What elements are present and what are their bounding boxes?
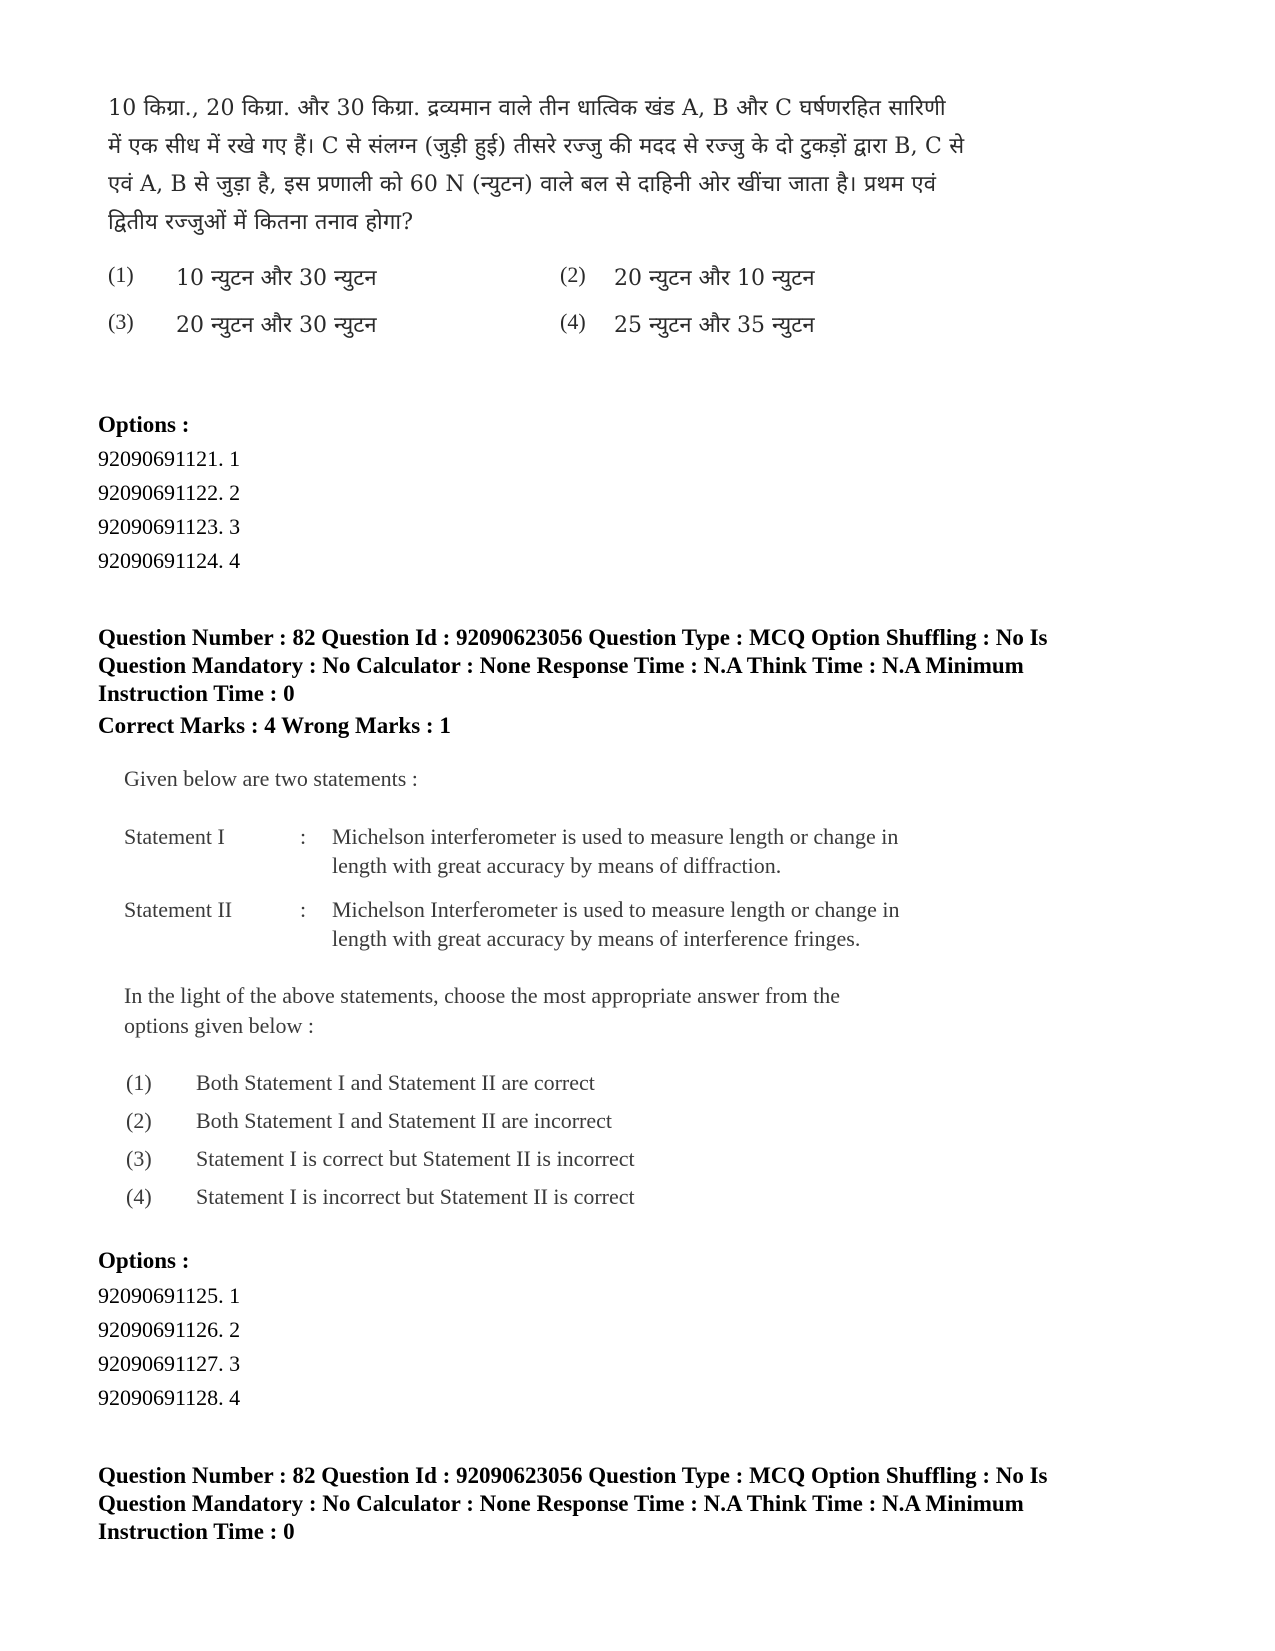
- choice-text: Both Statement I and Statement II are correct: [196, 1070, 595, 1095]
- choice-text: Statement I is incorrect but Statement II is correct: [196, 1184, 635, 1209]
- options-heading: Options :: [98, 1248, 190, 1273]
- options-heading: Options :: [98, 412, 190, 437]
- choice-number: (4): [126, 1184, 152, 1209]
- meta-line: Instruction Time : 0: [98, 1519, 295, 1544]
- meta-line: Question Mandatory : No Calculator : None Response Time : N.A Think Time : N.A Minimum: [98, 1491, 1024, 1516]
- choice-text: Both Statement I and Statement II are incorrect: [196, 1108, 613, 1133]
- question-intro: Given below are two statements :: [124, 766, 418, 791]
- choice-text: 20 न्युटन और 30 न्युटन: [176, 313, 377, 338]
- choice-number: (1): [126, 1070, 152, 1095]
- option-item: 92090691127. 3: [98, 1351, 241, 1376]
- question-prompt: options given below :: [124, 1013, 315, 1038]
- choice-text: Statement I is correct but Statement II is incorrect: [196, 1146, 635, 1171]
- choice-number: (3): [126, 1146, 152, 1171]
- statement-colon: :: [300, 897, 307, 922]
- option-item: 92090691123. 3: [98, 514, 241, 539]
- option-item: 92090691124. 4: [98, 548, 241, 573]
- choice-number: (2): [560, 262, 586, 287]
- meta-line: Question Mandatory : No Calculator : None Response Time : N.A Think Time : N.A Minimum: [98, 653, 1024, 678]
- choice-number: (1): [108, 262, 134, 287]
- option-item: 92090691125. 1: [98, 1283, 241, 1308]
- question-meta: [98, 624, 1048, 708]
- stem-line: 10 किग्रा., 20 किग्रा. और 30 किग्रा. द्रव्यमान वाले तीन धात्विक खंड A, B और C घर्षणरहित सारिणी: [108, 96, 946, 121]
- option-item: 92090691121. 1: [98, 446, 241, 471]
- choice-text: 20 न्युटन और 10 न्युटन: [614, 266, 815, 291]
- statement-label: Statement I: [124, 824, 225, 849]
- choice-text: 25 न्युटन और 35 न्युटन: [614, 313, 815, 338]
- choice-text: 10 न्युटन और 30 न्युटन: [176, 266, 377, 291]
- option-item: 92090691128. 4: [98, 1385, 241, 1410]
- meta-line: Instruction Time : 0: [98, 681, 295, 706]
- statement-text: Michelson interferometer is used to measure length or change in: [332, 824, 899, 849]
- question-meta: [98, 1462, 1048, 1546]
- option-item: 92090691126. 2: [98, 1317, 241, 1342]
- choice-number: (3): [108, 309, 134, 334]
- meta-line: Question Number : 82 Question Id : 92090623056 Question Type : MCQ Option Shuffling : No Is: [98, 1463, 1048, 1488]
- stem-line: में एक सीध में रखे गए हैं। C से संलग्न (जुड़ी हुई) तीसरे रज्जु की मदद से रज्जु के दो टुकड़ों द्वारा B, C से: [108, 134, 965, 159]
- statement-text: length with great accuracy by means of interference fringes.: [332, 926, 861, 951]
- statement-text: length with great accuracy by means of diffraction.: [332, 853, 782, 878]
- marks-line: Correct Marks : 4 Wrong Marks : 1: [98, 713, 451, 738]
- statement-label: Statement II: [124, 897, 233, 922]
- question-prompt: In the light of the above statements, choose the most appropriate answer from the: [124, 983, 841, 1008]
- choice-number: (2): [126, 1108, 152, 1133]
- stem-line: एवं A, B से जुड़ा है, इस प्रणाली को 60 N (न्युटन) वाले बल से दाहिनी ओर खींचा जाता है। प्रथम एवं: [108, 172, 937, 197]
- statement-colon: :: [300, 824, 307, 849]
- choice-number: (4): [560, 309, 586, 334]
- option-item: 92090691122. 2: [98, 480, 241, 505]
- statement-text: Michelson Interferometer is used to measure length or change in: [332, 897, 900, 922]
- meta-line: Question Number : 82 Question Id : 92090623056 Question Type : MCQ Option Shuffling : No Is: [98, 625, 1048, 650]
- stem-line: द्वितीय रज्जुओं में कितना तनाव होगा?: [108, 210, 414, 235]
